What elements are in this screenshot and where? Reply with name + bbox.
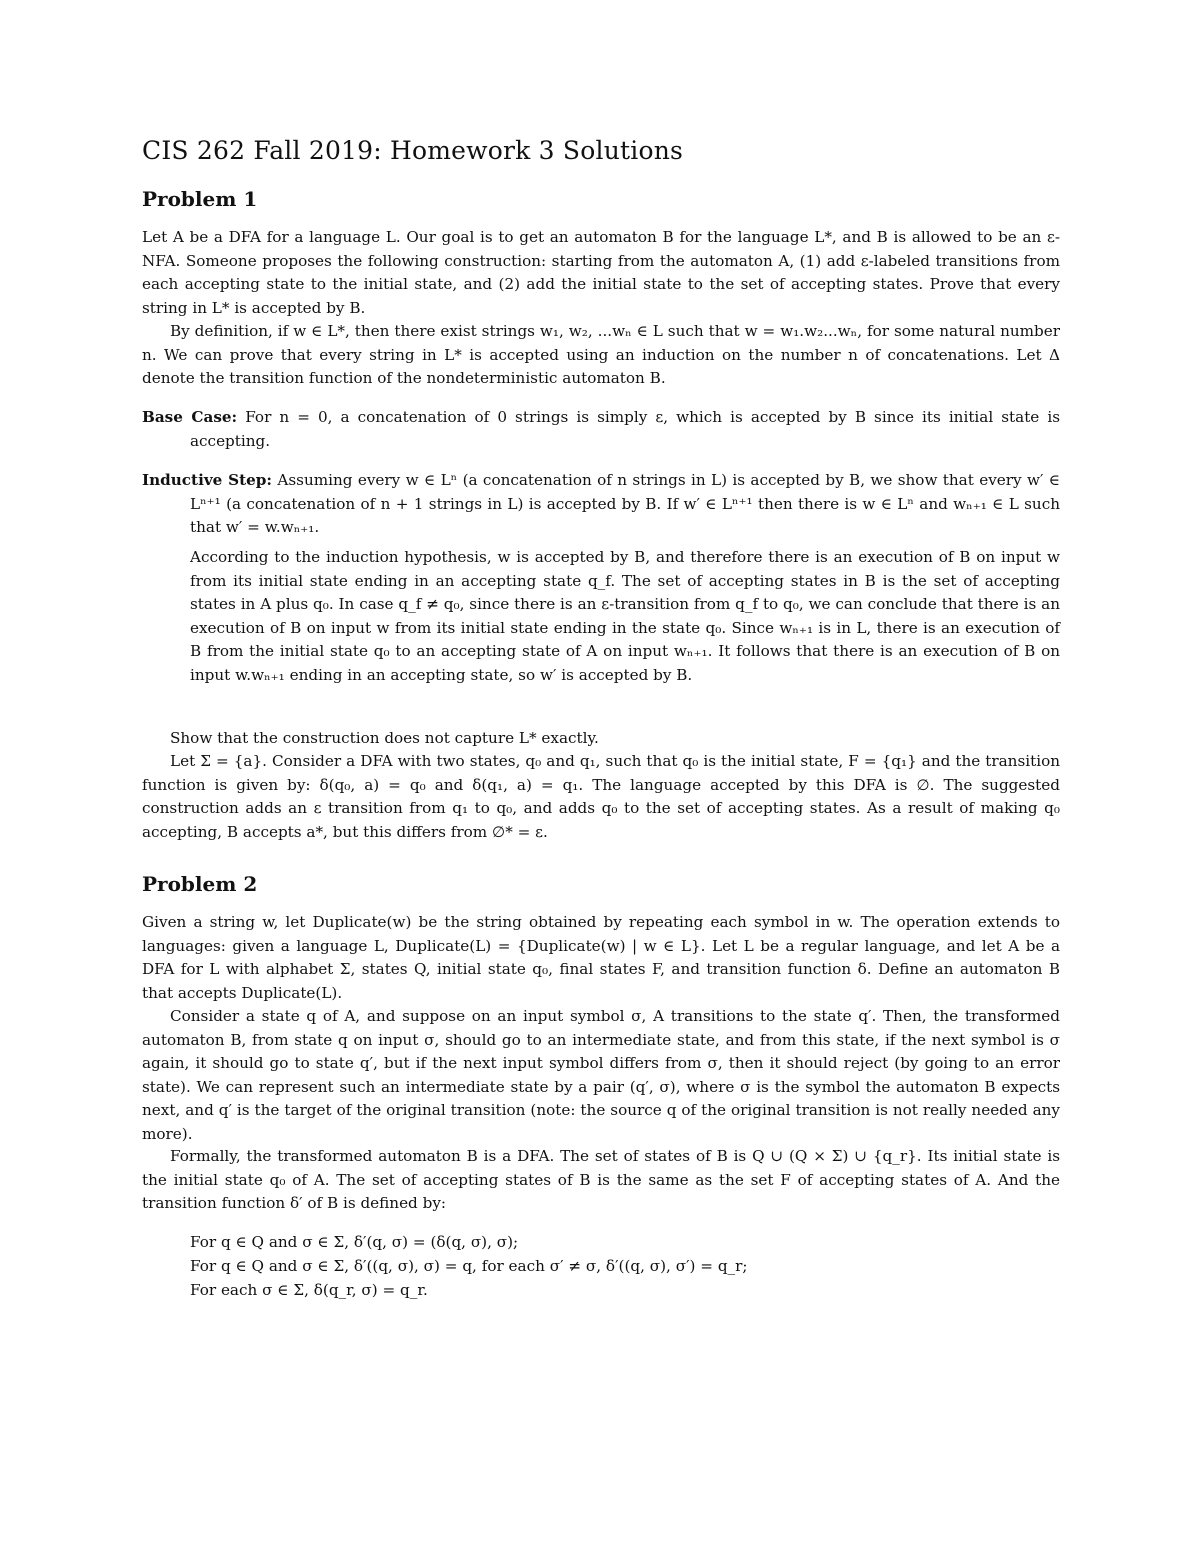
problem-1-counterexample: Let Σ = {a}. Consider a DFA with two states, q₀ and q₁, such that q₀ is the initial state, F = {q₁} and the transition function is given by: δ(q₀, a) = q₀ and δ(q₁, a) = q₁. The language accepted by this DFA is ∅. The suggested construction adds an ε transition from q₁ to q₀, and adds q₀ to the set of accepting states. As a result of making q₀ accepting, B accepts a*, but this differs from ∅* = ε. <box>142 752 1060 841</box>
base-case <box>142 406 1060 453</box>
base-case-label: Base Case: <box>142 408 238 426</box>
problem-2-idea: Consider a state q of A, and suppose on an input symbol σ, A transitions to the state q′. Then, the transformed automaton B, from state q on input σ, should go to an intermediate state, and from this state, if the next symbol is σ again, it should go to state q′, but if the next input symbol differs from σ, then it should reject (by going to an error state). We can represent such an intermediate state by a pair (q′, σ), where σ is the symbol the automaton B expects next, and q′ is the target of the original transition (note: the source q of the original transition is not really needed any more). <box>142 1007 1060 1143</box>
document-title: CIS 262 Fall 2019: Homework 3 Solutions <box>142 136 684 165</box>
inductive-step-label: Inductive Step: <box>142 471 273 489</box>
inductive-step-detail: According to the induction hypothesis, w is accepted by B, and therefore there is an execution of B on input w from its initial state ending in an accepting state q_f. The set of accepting states in B is the set of accepting states in A plus q₀. In case q_f ≠ q₀, since there is an ε-transition from q_f to q₀, we can conclude that there is an execution of B on input w from its initial state ending in the state q₀. Since wₙ₊₁ is in L, there is an execution of B from the initial state q₀ to an accepting state of A on input wₙ₊₁. It follows that there is an execution of B on input w.wₙ₊₁ ending in an accepting state, so w′ is accepted by B. <box>190 548 1060 684</box>
inductive-step <box>142 469 1060 540</box>
inductive-step-text: Assuming every w ∈ Lⁿ (a concatenation of n strings in L) is accepted by B, we show that every w′ ∈ Lⁿ⁺¹ (a concatenation of n + 1 strings in L) is accepted by B. If w′ ∈ Lⁿ⁺¹ then there is w ∈ Lⁿ and wₙ₊₁ ∈ L such that w′ = w.wₙ₊₁. <box>190 471 1061 537</box>
problem-2-statement: Given a string w, let Duplicate(w) be the string obtained by repeating each symbol in w. The operation extends to languages: given a language L, Duplicate(L) = {Duplicate(w) | w ∈ L}. Let L be a regular language, and let A be a DFA for L with alphabet Σ, states Q, initial state q₀, final states F, and transition function δ. Define an automaton B that accepts Duplicate(L). <box>142 913 1060 1002</box>
problem-1-heading: Problem 1 <box>142 187 258 211</box>
problem-1-show: Show that the construction does not capture L* exactly. <box>170 729 599 747</box>
transition-rule: For q ∈ Q and σ ∈ Σ, δ′(q, σ) = (δ(q, σ), σ); <box>190 1233 519 1251</box>
problem-2-heading: Problem 2 <box>142 872 258 896</box>
problem-1-statement: Let A be a DFA for a language L. Our goal is to get an automaton B for the language L*, and B is allowed to be an ε-NFA. Someone proposes the following construction: starting from the automaton A, (1) add ε-labeled transitions from each accepting state to the initial state, and (2) add the initial state to the set of accepting states. Prove that every string in L* is accepted by B. <box>142 228 1060 317</box>
transition-rule: For each σ ∈ Σ, δ(q_r, σ) = q_r. <box>190 1281 428 1299</box>
base-case-text: For n = 0, a concatenation of 0 strings is simply ε, which is accepted by B since its initial state is accepting. <box>190 408 1060 450</box>
transition-rule: For q ∈ Q and σ ∈ Σ, δ′((q, σ), σ) = q, for each σ′ ≠ σ, δ′((q, σ), σ′) = q_r; <box>190 1257 748 1275</box>
problem-2-formal: Formally, the transformed automaton B is a DFA. The set of states of B is Q ∪ (Q × Σ) ∪ {q_r}. Its initial state is the initial state q₀ of A. The set of accepting states of B is the same as the set F of accepting states of A. And the transition function δ′ of B is defined by: <box>142 1147 1060 1213</box>
problem-1-definition: By definition, if w ∈ L*, then there exist strings w₁, w₂, ...wₙ ∈ L such that w = w₁.w₂...wₙ, for some natural number n. We can prove that every string in L* is accepted using an induction on the number n of concatenations. Let Δ denote the transition function of the nondeterministic automaton B. <box>142 322 1060 388</box>
